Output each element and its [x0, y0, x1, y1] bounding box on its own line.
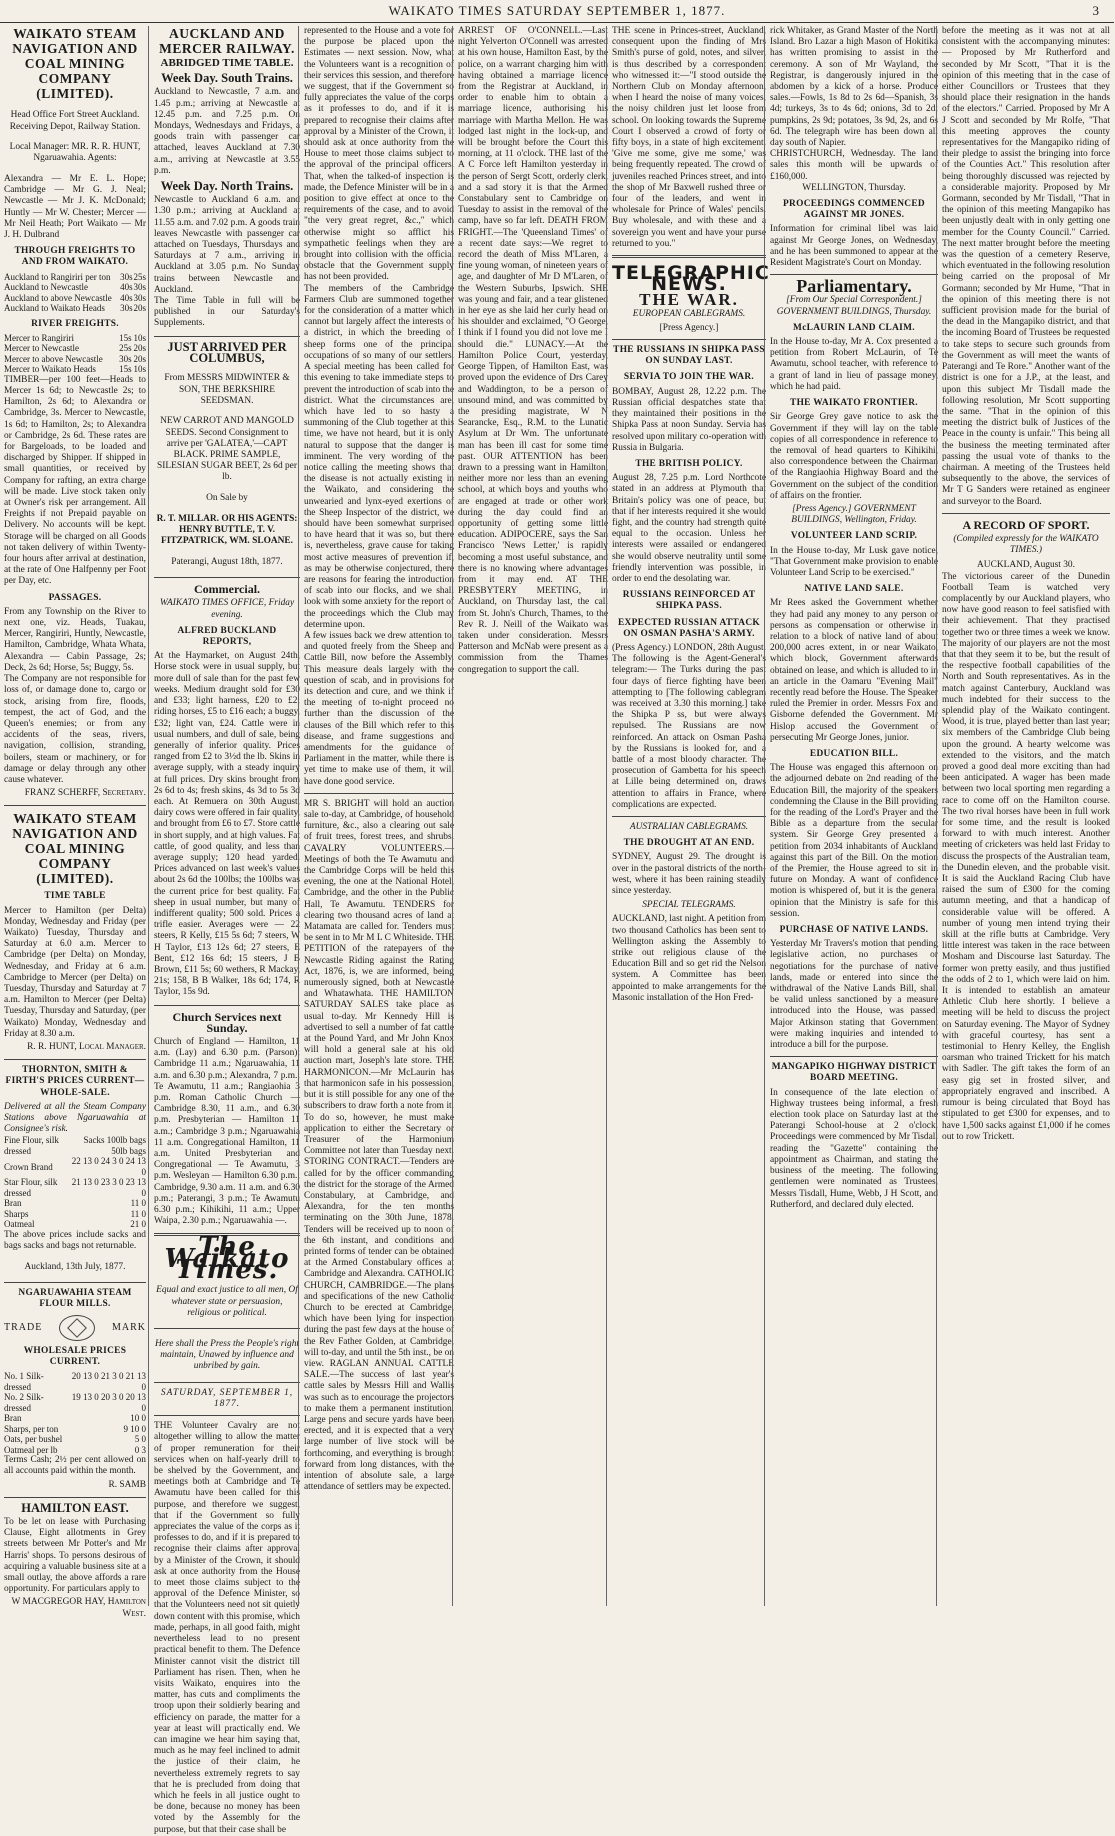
divider	[942, 513, 1110, 514]
column-6	[764, 26, 943, 1606]
railway-subtitle: ABRIDGED TIME TABLE.	[160, 57, 294, 69]
item: Bran	[4, 1413, 22, 1424]
rate-down: 20s	[133, 343, 146, 354]
seeds-seller: R. T. MILLAR. OR HIS AGENTS: HENRY BUTTLE, T. V. FITZPATRICK, WM. SLOANE.	[156, 513, 298, 547]
scrip-dateline: [Press Agency.] GOVERNMENT BUILDINGS, Wellington, Friday.	[791, 503, 917, 526]
ad-timetable	[4, 811, 146, 1053]
war-heading: THE WAR.	[639, 290, 739, 310]
frontier-report: Sir George Grey gave notice to ask the Government if they will lay on the table copies of all correspondence in reference to the removal of head quarters to Kihikihi, also correspondence between the Chairman of the Rangiaohia Highway Board and the Government on the subject of the condition of affairs on the frontier.	[770, 412, 938, 501]
mill-price-table	[4, 1371, 146, 1455]
column-2	[148, 26, 305, 1835]
rate-down: 10s	[133, 332, 146, 343]
ad-railway	[154, 26, 300, 330]
trademark-label-right: MARK	[111, 1322, 146, 1334]
south-trains-heading: Week Day. South Trains.	[161, 71, 293, 86]
ad-flour-prices	[4, 1065, 146, 1273]
church-body: Church of England — Hamilton, 11 a.m. (Lay) and 6.30 p.m. (Parson); Cambridge 11 a.m.; Ngaruawahia, 11 a.m. and 6.30 p.m.; Alexandra, 7 p.m.; Te Awamutu, 11 a.m.; Rangiaohia 3 p.m. Roman Catholic Church — Cambridge 8.30, 11 a.m., and 6.30 p.m. Presbyterian — Hamilton 11 a.m.; Cambridge 3 p.m.; Ngaruawahia 11 a.m. Congregational Hamilton, 11 a.m. United Presbyterian and Congregational — Te Awamutu, 3 p.m. Wesleyan — Hamilton 6.30 p.m.; Cambridge, 9.30 a.m. 11 a.m. and 6.30 p.m.; Paterangi, 3 p.m.; Te Awamutu 6.30 p.m.; Kihikihi, 11 a.m.; Upper Waipa, 2.30 p.m.; Ngaruawahia —.	[154, 1036, 300, 1227]
ad-freights-heading: THROUGH FREIGHTS TO AND FROM WAIKATO.	[14, 246, 136, 268]
divider	[4, 805, 146, 806]
ad-signoff: R. SAMB	[108, 1479, 146, 1490]
headline-frontier: THE WAIKATO FRONTIER.	[790, 398, 918, 409]
table-row	[4, 343, 146, 354]
divider	[612, 816, 766, 817]
table-row	[4, 1413, 146, 1424]
trademark-label-left: TRADE	[4, 1322, 43, 1334]
river-freights-table	[4, 333, 146, 375]
prices-heading: WHOLESALE PRICES CURRENT.	[23, 1345, 127, 1367]
item: Star Flour, silk dressed	[4, 1177, 58, 1198]
price: 21 13 0 23 3 0 23 13 0	[71, 1177, 146, 1198]
north-trains: Newcastle to Auckland 6 a.m. and 1.30 p.m.; arriving at Auckland at 11.55 a.m. and 7.02 p.m. A goods train leaves Newcastle with passenger car attached on Tuesdays, Thursdays and Saturdays at 7 a.m., arriving in Auckland at 3.05 p.m. No Sunday trains between Newcastle and Auckland.	[154, 195, 300, 295]
issue-date: SATURDAY, SEPTEMBER 1, 1877.	[160, 1387, 294, 1410]
church-services	[154, 1009, 300, 1228]
table-row	[4, 333, 146, 344]
seeds-sale: On Sale by	[206, 493, 248, 504]
table-row	[4, 1445, 146, 1456]
meeting-report: before the meeting as it was not at all consistent with the accompanying minutes: — Proposed by Mr Rutherford and seconded by Mr Scott, "That it is the opinion of this meeting that in the case of either Councillors or Trustees that they should place their resignation in the hands of the electors." Carried. Proposed by Mr A J Scott and seconded by Mr Rolfe, "That this meeting approves the county representatives for the Mangapiko riding of their pledge to assist the bringing into force of the Counties Act." This resolution after being thoroughly discussed was rejected by a considerable majority. Proposed by Mr Gormann, seconded by Mr Tisdall, "That in the opinion of this meeting Mangapiko has been unjustly dealt with in only getting one member for the County Council." Carried. The next matter brought before the meeting was the question of a cemetery Reserve, which eventuated in the following resolution being carried on the proposal of Mr Gormann; seconded by Mr Hume, "That in the opinion of this meeting there is not sufficient provision made for the burial of the dead in the Mangapiko district, and that the incoming Board of Trustees be requested to take steps to secure such grounds from the Government as will meet the wants of Paterangi and Te Rore." Another want of the district is one for a J.P., at the least, and upon this subject Mr Tisdall made the following resolution, Mr Scott supporting the same. "That in the opinion of this meeting the district bulk of Justices of the Peace in the county is unfair." This being all the business the meeting terminated after passing the usual vote of thanks to the chairman. A meeting of the Trustees held subsequently to the above, the services of Mr T G Sanders were retained as engineer and surveyor to the Board.	[942, 26, 1110, 507]
native-land-report: Mr Rees asked the Government whether they had paid any money to any person or persons as compensation or otherwise in relation to a block of native land of about 200,000 acres extent, in or near Waikato, which block, Government afterwards obtained on lease, and which is alluded to in an article in the Oamaru "Evening Mail" recently read before the House. The Speaker ruled the Premier in order. Messrs Fox and Gisborne defended the Government. Mr Hislop accused the Government of persecuting Mr George Jones, junior.	[770, 598, 938, 743]
item: Sharps	[4, 1208, 29, 1219]
table-row	[4, 1198, 146, 1209]
divider	[154, 1328, 300, 1329]
freights-table	[4, 272, 146, 314]
headline-jones: PROCEEDINGS COMMENCED AGAINST MR JONES.	[783, 199, 925, 221]
local-news: ARREST OF O'CONNELL.—Last night Yelverton O'Connell was arrested at his own house, Hamilton East, by the police, on a warrant charging him with having obtained a marriage licence from the Registrar at Auckland, in order to enable him to obtain a marriage licence, authorising his marriage with Martha Mellon. He was lodged last night in the lock-up, and will be brought before the Court this morning, at 11 o'clock. THE last of the A C Force left Hamilton yesterday in the person of Sergt Scott, orderly clerk, and a sad story it is that the Armed Constabulary sent to Cambridge on Tuesday to assist in the removal of the camp, have so far left. DEATH FROM FRIGHT.—The 'Queensland Times' of a recent date says:—We regret to record the death of Miss M'Laren, a fine young woman, of nineteen years of age, and daughter of Mr D M'Laren, of the Western Suburbs, Ipswich. SHE was young and fair, and a tear glistened in her eye as she laid her curly head on his shoulder and exclaimed, "O George, I think if I found you did not love me I should die." LUNACY.—At the Hamilton Police Court, yesterday, George Tippen, of Hamilton East, was proved upon the evidence of Drs Carey and Waddington, to be a person of unsound mind, and was committed by the presiding magistrate, W N Searancke, Esq., R.M. to the Lunatic Asylum at Dr Wm. The unfortunate man has been ill cast for some time past. OUR ATTENTION has been drawn to a pressing want in Hamilton, neither more nor less than an evening school, at which boys and youths who are engaged at trade or other work during the day could find an opportunity of getting some little education. ADIPOCERE, says the San Francisco 'News Letter,' is rapidly becoming a most useful substance, and there is no knowing where advantages from it may end. AT THE PRESBYTERY MEETING, in Auckland, on Thursday last, the call from St. John's Church, Thames, to the Rev R. J. Neill of the Waikato was taken under consideration. Messrs Patterson and McNab were present as a commission from the Thames congregation to support the call.	[458, 26, 608, 675]
ad-signoff: W MACGREGOR HAY, Hamilton West.	[11, 1597, 146, 1619]
nameplate-motto: Equal and exact justice to all men, Of whatever state or persuasion, religious or political.	[156, 1285, 298, 1318]
bombay-despatch: BOMBAY, August 28, 12.22 p.m. The Russian official despatches state that they maintained their positions in the Shipka Pass at noon Sunday. Servia has resolved upon military co-operation with Russia in Bulgaria.	[612, 386, 766, 453]
price: 0 3	[134, 1444, 146, 1455]
route: Auckland to Rangiriri per ton	[4, 271, 111, 282]
rate-down: 20s	[133, 303, 146, 314]
item: Oatmeal	[4, 1219, 35, 1230]
table-row	[4, 1371, 146, 1392]
wellington-dateline: WELLINGTON, Thursday.	[802, 182, 906, 193]
price: 20 13 0 21 3 0 21 13 0	[71, 1371, 146, 1392]
item: Oatmeal per lb	[4, 1444, 58, 1455]
ad-passages-heading: PASSAGES.	[48, 592, 102, 603]
route: Auckland to Newcastle	[4, 282, 88, 293]
ad-signoff: FRANZ SCHERFF, Secretary.	[24, 788, 146, 799]
seeds-body: NEW CARROT AND MANGOLD SEEDS. Second Consignment to arrive per 'GALATEA,'—CAPT BLACK. PRIME SAMPLE, SILESIAN SUGAR BEET, 2s 6d per lb.	[157, 416, 297, 483]
price: Sacks 100lb bags 50lb bags	[83, 1135, 146, 1156]
headline-russians-reinforced: RUSSIANS REINFORCED AT SHIPKA PASS.	[622, 590, 756, 612]
item: No. 1 Silk-dressed	[4, 1371, 44, 1392]
ad-steam-navigation	[4, 26, 146, 799]
ad-title: WAIKATO STEAM NAVIGATION AND COAL MINING COMPANY (LIMITED).	[12, 811, 138, 887]
masthead	[0, 0, 1114, 23]
rate-up: 30s	[120, 303, 133, 314]
table-row	[4, 1135, 146, 1156]
divider	[770, 1056, 938, 1057]
south-trains: Auckland to Newcastle, 7 a.m. and 1.45 p.m.; arriving at Newcastle at 12.45 p.m. and 7.25 p.m. On Mondays, Wednesdays and Fridays, a goods train with passenger car attached, leaves Auckland at 7.30 a.m., arriving at Newcastle at 3.55 p.m.	[154, 87, 300, 176]
rate-down: 30s	[133, 292, 146, 303]
editorial-continued: represented to the House and a vote for the purpose be placed upon the Estimates — next session. Now, what the Volunteers want is a recognition of their services this session, and therefore we suggest, that if the Government so fully appreciates the value of the corps as it professes to do, and if it is prepared to recognise their claims after approval by a Minister of the Crown, it should ask at once authority from the House to meet those claims subject to the approval of the principal officers. That, when the talked-of inspection is made, the Defence Minister will be in a position to give effect at once to the requirements of the case, and to avoid "the very great regret, &c.," which otherwise might so afflict his sympathetic feelings when they are brought into collision with the official obstacle that the Government supply has not been provided.	[304, 26, 454, 283]
parliamentary-heading: Parliamentary.	[796, 276, 912, 297]
railway-note: The Time Table in full will be published in our Saturday's Supplements.	[154, 296, 300, 329]
trade-mark	[4, 1315, 146, 1341]
divider	[154, 336, 300, 337]
timetable-body: Mercer to Hamilton (per Delta) Monday, Wednesday and Friday (per Waikato) Tuesday, Thursday and Saturday at 6.0 a.m. Mercer to Cambridge (per Delta) on Monday, Wednesday, and Friday at 6 a.m. Cambridge to Mercer (per Delta) on Tuesday, Thursday and Saturday at 7 a.m. Hamilton to Mercer (per Delta) Tuesday, Thursday and Saturday, (per Waikato) Monday, Wednesday and Friday at 8.30 a.m.	[4, 905, 146, 1039]
price: 19 13 0 20 3 0 20 13 0	[71, 1392, 146, 1413]
price: 21 0	[130, 1219, 146, 1230]
commercial-section	[154, 584, 300, 998]
column-1-advertisements	[2, 26, 150, 1619]
european-cablegrams: EUROPEAN CABLEGRAMS.	[632, 308, 746, 319]
ad-passages: From any Township on the River to next one, viz. Heads, Tuakau, Mercer, Rangiriri, Huntly, Newcastle, Hamilton, Cambridge, Whata Whata, Alexandra — Cabin Passage, 2s; Deck, 2s 6d; Horse, 5s; Buggy, 5s.	[4, 606, 146, 673]
rate-up: 40s	[120, 282, 133, 293]
sport-report: The victorious career of the Dunedin Football Team is watched very complacently by our Auckland players, who now have good reason to feel satisfied with their achievement. That they practised together two or three times a week we know. The majority of our players are not the most that that they seem it to be, but the result of the respective football capabilities of the North and South representatives. As in the match against Canterbury, Auckland was much indebted for their success to the splendid play of the Waikato contingent. Wood, it is true, played better than last year; six members of the Cambridge Club being upon the ground. A hearty welcome was extended to the visitors, and the match proved a good deal more exciting than had been anticipated. A wager has been made between two local sporting men regarding a race to come off on the Hamilton course. The two rival horses have been in full work for some time, and the result is looked forward to with much interest. Another meeting of cricketers was held last Friday to discuss the prospects of the Australian team, the Dunedin eleven, and the probable visit. It is said the Auckland Racing Club have raised the sum of £300 for the coming autumn meeting, and that a handicap of considerable value will be offered. A number of young men intend trying their skill at the rifle butts at Cambridge. Very little interest was taken in the race between Mosham and Discourse last Saturday. The former won pretty easily, and thus justified the odds of 2 to 1, which were laid on him. It is intended to establish an amateur Athletic Club here shortly. I believe a meeting will be held to discuss the project on Saturday evening. The Mayor of Sydney with graceful courtesy, has sent a testimonial to Henry Kelley, the English oarsman who trained Trickett for his match with Sadler. The gift takes the form of an easy gig set in frosted silver, and appropriately engraved and inscribed. A rumour is being circulated that Boyd has stipulated to get £300 for expenses, and to have 1,500 sacks against £1,000 if he comes out to row Trickett.	[942, 571, 1110, 1142]
ad-responsibility: The Company are not responsible for loss of, or damage done to, cargo or stock, arising from fire, floods, tempest, the act of God, and the Queen's enemies; or from any accidents of the seas, rivers, navigation, collision, stranding, boilers, steam or machinery, or for damage or delay through any other cause whatever.	[4, 674, 146, 785]
ad-river-heading: RIVER FREIGHTS.	[31, 318, 119, 329]
route: Mercer to Newcastle	[4, 343, 79, 354]
divider	[4, 1497, 146, 1498]
nameplate-motto-2: Here shall the Press the People's right maintain, Unawed by influence and unbribed by gain.	[155, 1338, 299, 1372]
auckland-despatch: AUCKLAND, last night. A petition from two thousand Catholics has been sent to Wellington asking the Assembly to strike out religious clause of the Education Bill and so get rid the Nelson system. A Committee has been appointed to make arrangements for the Masonic installation of the Hon Fred-	[612, 914, 766, 1003]
table-row	[4, 272, 146, 283]
headline-shipka: THE RUSSIANS IN SHIPKA PASS ON SUNDAY LAST.	[613, 345, 765, 367]
headline-british-policy: THE BRITISH POLICY.	[635, 458, 743, 469]
route: Mercer to Waikato Heads	[4, 364, 96, 375]
price: 11 0	[130, 1198, 146, 1209]
divider	[612, 339, 766, 340]
divider	[4, 1059, 146, 1060]
rate-up: 15s	[119, 332, 132, 343]
route: Mercer to above Newcastle	[4, 353, 103, 364]
church-heading: Church Services next Sunday.	[172, 1009, 282, 1035]
masthead-title: WAIKATO TIMES SATURDAY SEPTEMBER 1, 1877.	[388, 3, 726, 18]
highway-board-report: In consequence of the late election of Highway trustees being informal, a fresh election took place on Saturday last at the Paterangi School-house at 2 o'clock. Proceedings were commenced by Mr Tisdall reading the "Gazette" containing the appointment as Chairman, and stating the business of the meeting. The following gentlemen were nominated as Trustees, Messrs Tisdall, Hume, Webb, J H Scott, and Rutherford, and declared duly elected.	[770, 1087, 938, 1210]
table-row	[4, 354, 146, 365]
north-trains-heading: Week Day. North Trains.	[160, 179, 294, 194]
ad-title: WAIKATO STEAM NAVIGATION AND COAL MINING COMPANY (LIMITED).	[12, 26, 138, 101]
telegram-continued: rick Whitaker, as Grand Master of the North Island. Bro Lazar a high Mason of Hokitika has written promising to assist in the ceremony. A son of Mr Wayland, the Registrar, is dangerously injured in the abdomen by a kick of a horse. Produce sales.—Fowls, 1s 8d to 2s 6d—Spanish, 3s 4d; turkeys, 3s to 4s 6d; onions, 3d to 2d; pumpkins, 2s 9d; potatoes, 3s 9d, 2s, and 6s 6d. The telegraph wire has been down all day south of Napier.	[770, 26, 938, 149]
ad-terms: TIMBER—per 100 feet—Heads to Mercer 1s 6d; to Newcastle 2s; to Hamilton, 2s 6d; to Alexandra or Cambridge, 3s. Mercer to Newcastle, 1s 6d; to Hamilton, 2s; to Alexandra or Cambridge, 2s 6d. These rates are for Bargeloads, to be loaded and discharged by Shipper. If shipped in small quantities, or received by Company for rafting, an extra charge will be made. Live stock taken only at Owner's risk per arrangement. All Freights if not Prepaid payable on Delivery. No accounts will be kept. Storage will be charged on all Goods not taken delivery of within Twenty-four hours after arrival at destination, at the rate of One Halfpenny per Foot per Day, etc.	[4, 374, 146, 587]
table-row	[4, 293, 146, 304]
scrip-report: In the House to-day, Mr Lusk gave notice, "That Government make provision to enable Volunteer Land Scrip to be exercised."	[770, 545, 938, 578]
telegraphic-news-heading: TELEGRAPHIC NEWS.	[612, 262, 770, 296]
local-news: MR S. BRIGHT will hold an auction sale to-day, at Cambridge, of household furniture, &c., also a clearing out sale of fruit trees, forest trees, and shrubs. CAVALRY VOLUNTEERS.—Meetings of both the Te Awamutu and the Cambridge Corps will be held this evening, the one at the National Hotel, Cambridge, and the other in the Public Hall, Te Awamutu. TENDERS for clearing two thousand acres of land at Matamata are called for. Tenders must be sent in to Mr M L C Whiteside. THE PETITION of the ratepayers of the Newcastle Riding against the Rating Act, 1876, is, we are informed, being numerously signed, both at Newcastle and Whatawhata. THE HAMILTON SATURDAY SALES take place as usual to-day. Mr Kennedy Hill is advertised to sell a number of fat cattle at the Pound Yard, and Mr John Knox will hold a general sale at his old auction mart, Joseph's late store. THE HARMONICON.—Mr McLaurin has that harmonicon safe in his possession, but it is still possible for any one of the subscribers to draw forth a note from it. To do so, however, he must make application to either the Secretary or Treasurer of the Harmonium Committee not later than Tuesday next. STORING CONTRACT.—Tenders are called for by the officer commanding the district for the storage of the Armed Constabulary, at Cambridge, and Alexandra, for the ten months terminating on the 30th June, 1878. Tenders will be received up to noon of the 6th instant, and conditions and printed forms of tender can be obtained at the Armed Constabulary offices at Cambridge and Alexandra. CATHOLIC CHURCH, CAMBRIDGE.—The plans and specifications of the new Catholic Church to be erected at Cambridge, which have been lying for inspection during the past few days at the house of the Rev Father Golden, at Cambridge, will to-day, and until the 5th inst., be on view. RAGLAN ANNUAL CATTLE SALE.—The success of last year's cattle sales by Messrs Hill and Wallis was such as to encourage the projectors to make them a permanent institution. Large pens and secure yards have been erected, and it is expected that a very large number of live stock will be forthcoming, and everything is brought forward from long distances, with the intention of absolute sale, a large attendance of settlers may be expected.	[304, 798, 454, 1493]
headline-drought: THE DROUGHT AT AN END.	[623, 838, 755, 849]
table-row	[4, 303, 146, 314]
sydney-despatch: SYDNEY, August 29. The drought is over in the pastoral districts of the north-west, where it has been raining steadily since yesterday.	[612, 852, 766, 897]
table-row	[4, 282, 146, 293]
headline-highway-board: MANGAPIKO HIGHWAY DISTRICT BOARD MEETING.	[771, 1062, 937, 1084]
route: Auckland to above Newcastle	[4, 292, 112, 303]
local-news-continued: THE scene in Princes-street, Auckland, consequent upon the finding of Mrs Smith's purse of gold, notes, and silver, is thus described by a correspondent who witnessed it:—"I stood outside the Northern Club on Monday afternoon, when I heard the noise of many voices, the noisy children just let loose from school. On looking towards the Supreme Court I observed a crowd of forty or fifty boys, in a state of high excitement. 'Give me some, give me some,' was being frequently repeated. The crowd of juveniles reached Princes street, and into the shop of Mr Baxwell rushed three or four of the leaders, and went in wholesale for Prince of Wales' pencils. Buy wholesale, and with these and a sovereign you went and have your purse returned to you."	[612, 26, 766, 249]
australian-cablegrams: AUSTRALIAN CABLEGRAMS.	[629, 822, 749, 832]
table-row	[4, 1219, 146, 1230]
column-7	[936, 26, 1115, 1606]
jones-despatch: Information for criminal libel was laid against Mr George Jones, on Wednesday, and he has been summoned to appear at the Resident Magistrate's Court on Monday.	[770, 224, 938, 269]
newspaper-nameplate: The Waikato Times.	[164, 1232, 290, 1285]
column-4	[452, 26, 613, 1606]
ad-seeds	[154, 339, 300, 568]
column-3	[298, 26, 459, 1606]
mclaurin-report: In the House to-day, Mr A. Cox presented a petition from Robert McLaurin, of Te Awamutu, school teacher, with reference to a grant of land in lieu of passage money, which he had paid.	[770, 337, 938, 392]
table-row	[4, 1209, 146, 1220]
divider	[154, 1415, 300, 1416]
special-telegrams: SPECIAL TELEGRAMS.	[642, 900, 736, 911]
ad-title: THORNTON, SMITH & FIRTH'S PRICES CURRENT—WHOLE-SALE.	[5, 1065, 145, 1098]
commercial-body: At the Haymarket, on August 24th, Horse stock were in usual supply, but more dull of sale than for the past few weeks. Medium draught sold for £30 and £33; light harness, £20 to £2; riding horses, £5 to £16 each; a buggy, £32; light van, £24. Cattle were in usual numbers, and dull of sale, being generally of inferior quality. Prices ranged from £2 to 3½d the lb. Skins in average supply, with a steady inquiry at full prices. Dry skins brought from 2s 6d to 4s; fresh skins, 4s 3d to 5s 3d each. At Remuera on 30th August, dairy cows were offered in fair quality, and brought from £6 to £7. Store cattle in short supply, and at high values. Fat cattle, of good quality, and less than average supply; 120 head yarded. Prices advanced on last week's values about 2s 6d the 100lbs; the 100lbs was the current price for best quality. Fat sheep in usual number, but many of indifferent quality; 500 sold. Prices a trifle easier. Averages were — 22 steers, R Kelly, £15 5s 6d; 7 steers, W H Taylor, £13 12s 6d; 27 steers, E Bent, £12 16s 6d; 15 steers, J B Brown, £11 5s; 60 wethers, R Mackay, 21s; 158, B B Walker, 18s 6d; 174, R Taylor, 15s 9d.	[154, 651, 300, 998]
headline-servia: SERVIA TO JOIN THE WAR.	[623, 372, 755, 383]
headline-purchase: PURCHASE OF NATIVE LANDS.	[779, 925, 929, 936]
seeds-title: JUST ARRIVED PER COLUMBUS,	[167, 339, 287, 365]
parliamentary-dateline: [From Our Special Correspondent.] GOVERNMENT BUILDINGS, Thursday.	[776, 295, 932, 317]
ad-note: The above prices include sacks and bags sacks and bags not returnable.	[4, 1229, 146, 1252]
rate-down: 20s	[133, 353, 146, 364]
ad-terms: Terms Cash; 2½ per cent allowed on all accounts paid within the month.	[4, 1455, 146, 1477]
ad-office: Head Office Fort Street Auckland. Receiving Depot, Railway Station.	[9, 110, 141, 132]
item: Sharps, per ton	[4, 1423, 59, 1434]
press-agency: [Press Agency.]	[659, 322, 719, 333]
table-row	[4, 1424, 146, 1435]
ad-title: HAMILTON EAST.	[21, 1500, 129, 1515]
christchurch-despatch: CHRISTCHURCH, Wednesday. The land sales this month will be upwards of £160,000.	[770, 149, 938, 182]
route: Auckland to Waikato Heads	[4, 303, 105, 314]
divider	[612, 255, 766, 258]
divider	[154, 577, 300, 578]
seeds-from: From MESSRS MIDWINTER & SON, THE BERKSHIRE SEEDSMAN.	[164, 373, 290, 406]
sport-subheading: (Compiled expressly for the WAIKATO TIMES.)	[953, 533, 1099, 556]
rate-down: 25s	[133, 271, 146, 282]
item: Oats, per bushel	[4, 1434, 63, 1445]
divider	[4, 1282, 146, 1283]
price: 22 13 0 24 3 0 24 13 0	[71, 1156, 146, 1177]
divider	[304, 793, 454, 794]
editorial-farmers-club: The members of the Cambridge Farmers Club are summoned together for the consideration of a matter which cannot but largely affect the interests of a district, in which the breeding of sheep forms one of the principal occupations of so many of our settlers. A special meeting has been called for this evening to take immediate steps to prevent the introduction of scab into the district. What the circumstances are, which have led to so hasty a summoning of the Club together at this time, we have not heard, but it is only natural to suppose that the danger is imminent. The very wording of the notice calling the meeting shows that the disease is not actually existing in the Waikato, and considering the unwearied and lynx-eyed exertions of the Sheep Inspector of the district, we should have been somewhat surprised to have heard that it was so, but there is, nevertheless, grave cause for taking most active measures of prevention if, as may be otherwise conjectured, there are reasons for fearing the introduction of scab into our flocks, and we shall look with some anxiety for the report of the proceedings which the Club may determine upon.	[304, 283, 454, 630]
table-row	[4, 364, 146, 375]
sport-heading: A RECORD OF SPORT.	[962, 517, 1090, 532]
purchase-report: Yesterday Mr Travers's motion that pending legislative action, no purchases or negotiations for the purchase of native lands, made or entered into since the withdrawal of the Native Lands Bill, shall be valid unless sanctioned by a measure introduced into the House, was passed; Major Atkinson stating that Government were making inquiries and intended to introduce a bill for the purpose.	[770, 939, 938, 1051]
ad-intro: Delivered at all the Steam Company Stations above Ngaruawahia at Consignee's risk.	[4, 1101, 146, 1135]
price: 5 0	[134, 1434, 146, 1445]
ad-hamilton-east	[4, 1500, 146, 1620]
column-5	[606, 26, 771, 1606]
editorial-body: THE Volunteer Cavalry are not altogether willing to allow the matter of proper remuneration for their services when on half-yearly drill to be shelved by the Government, and meetings both at Cambridge and Te Awamutu have been called for this purpose, and therefore we suggest, that if the Government so fully appreciates the value of the corps as it professes to do, and if it is prepared to recognise their claims after approval by a Minister of the Crown, it should ask at once authority from the House to meet those claims subject to the approval of the Defence Minister, so that the Volunteers need not sit quietly down content with this promise, which made, perhaps, in all good faith, might nevertheless lead to no present practical benefit to them. The Defence Minister cannot visit the district till Parliament has risen. Then, when he visits Waikato, enquires into the matter, has cuts and compliments the troop upon their soldierly bearing and efficiency on parade, the matter for a year at least will practically end. We can imagine we hear him saying that, much as he may feel inclined to admit the justice of their claim, he nevertheless extremely regrets to say that he is precluded from doing that which he feels in all justice ought to be done, because no money has been voted by the Assembly for the purpose, but that their case shall be	[154, 1421, 300, 1835]
table-row	[4, 1392, 146, 1413]
page-number: 3	[1092, 3, 1100, 18]
flour-price-table	[4, 1135, 146, 1230]
railway-title: AUCKLAND AND MERCER RAILWAY.	[159, 26, 295, 56]
commercial-report-heading: ALFRED BUCKLAND REPORTS,	[177, 625, 277, 648]
price: 10 0	[130, 1413, 146, 1424]
sport-dateline: AUCKLAND, August 30.	[977, 560, 1075, 571]
headline-osman-pasha: EXPECTED RUSSIAN ATTACK ON OSMAN PASHA'S ARMY.	[618, 617, 760, 639]
commercial-heading: Commercial.	[193, 582, 261, 597]
price: 11 0	[130, 1208, 146, 1219]
table-row	[4, 1177, 146, 1198]
headline-mclaurin: McLAURIN LAND CLAIM.	[793, 322, 915, 333]
headline-native-land: NATIVE LAND SALE.	[804, 584, 904, 595]
rate-down: 30s	[133, 282, 146, 293]
item: Bran	[4, 1198, 22, 1209]
rate-up: 40s	[120, 292, 133, 303]
ad-date: Auckland, 13th July, 1877.	[24, 1261, 126, 1272]
rate-up: 30s	[120, 271, 133, 282]
ad-flour-mills	[4, 1288, 146, 1490]
item: No. 2 Silk-dressed	[4, 1392, 44, 1413]
ad-body: To be let on lease with Purchasing Clause, Eight allotments in Grey streets between Mr Potter's and Mr Harris' shops. To persons desirous of acquiring a valuable business site at a small outlay, the above affords a rare opportunity. For particulars apply to	[4, 1516, 146, 1595]
ad-signoff: R. R. HUNT, Local Manager.	[27, 1041, 146, 1052]
divider	[154, 1382, 300, 1383]
rate-up: 30s	[119, 353, 132, 364]
divider	[154, 1005, 300, 1006]
editorial-sheep-bill: A few issues back we drew attention to, and quoted freely from the Sheep and Cattle Bill, now before the Assembly. This measure deals largely with the question of scab, and in provisions for its detection and cure, and we think if the meeting of to-night proceed no further than the discussion of the clauses of the Bill which refer to this disease, and frame suggestions and amendments for the guidance of Parliament in the matter, while there is yet time to make use of them, it will have done good service.	[304, 630, 454, 787]
timetable-heading: TIME TABLE	[44, 891, 106, 902]
headline-education: EDUCATION BILL.	[809, 748, 899, 759]
london-despatch: (Press Agency.) LONDON, 28th August. The following is the Agent-General's telegram:— The Turks during the past four days of fierce fighting have been attempting to [The following cablegram was received at 3.30 this morning.] take the Shipka P ss, but were always repulsed. The Russians are now reinforced. An attack on Osman Pasha by the Russians is looked for, and a battle of a most bloody character. The prosecution of Gambetta for his speech at Lille being determined on, draws attention to affairs in France, where complications are expected.	[612, 642, 766, 810]
table-row	[4, 1156, 146, 1177]
item: Fine Flour, silk dressed	[4, 1135, 59, 1156]
rate-up: 25s	[119, 343, 132, 354]
table-row	[4, 1434, 146, 1445]
trademark-emblem-icon	[59, 1315, 95, 1341]
ad-manager: Local Manager: MR. R. R. HUNT, Ngaruawahia. Agents:	[9, 142, 141, 164]
commercial-dateline: WAIKATO TIMES OFFICE, Friday evening.	[159, 598, 295, 620]
price: 9 10 0	[123, 1423, 146, 1434]
education-report: The House was engaged this afternoon on the adjourned debate on 2nd reading of the Education Bill, the majority of the speakers condemning the Clause in the Bill providing for the reading of the Lord's Prayer and the Bible as a departure from the secular system. Sir George Grey presented a petition from 2034 inhabitants of Auckland against this part of the Bill. On the motion of the Premier, the House agreed to sit in future on Monday. A want of confidence motion is whispered of, but it is the general opinion that the Ministry is safe for this session.	[770, 763, 938, 919]
item: Crown Brand	[4, 1161, 53, 1172]
route: Mercer to Rangiriri	[4, 332, 74, 343]
british-policy: August 28, 7.25 p.m. Lord Northcote stated in an address at Plymouth that Britain's policy was one of peace, but that if her interests required it she would fight, and the country had strength quite equal to the occasion. Unless her interests were assailed or endangered she would observe neutrality until some friendly intervention was possible, in order to end the desolating war.	[612, 473, 766, 584]
rate-up: 15s	[119, 364, 132, 375]
seeds-date: Paterangi, August 18th, 1877.	[171, 556, 283, 567]
rate-down: 10s	[133, 364, 146, 375]
ad-agents: Alexandra — Mr E. L. Hope; Cambridge — Mr G. J. Neal; Newcastle — Mr J. K. McDonald; Huntly — Mr W. Chester; Mercer — Mr Neil Heath; Port Waikato — Mr J. H. Dulbrand	[4, 173, 146, 240]
headline-scrip: VOLUNTEER LAND SCRIP.	[790, 531, 918, 542]
divider	[770, 274, 938, 275]
ad-title: NGARUAWAHIA STEAM FLOUR MILLS.	[18, 1288, 132, 1310]
